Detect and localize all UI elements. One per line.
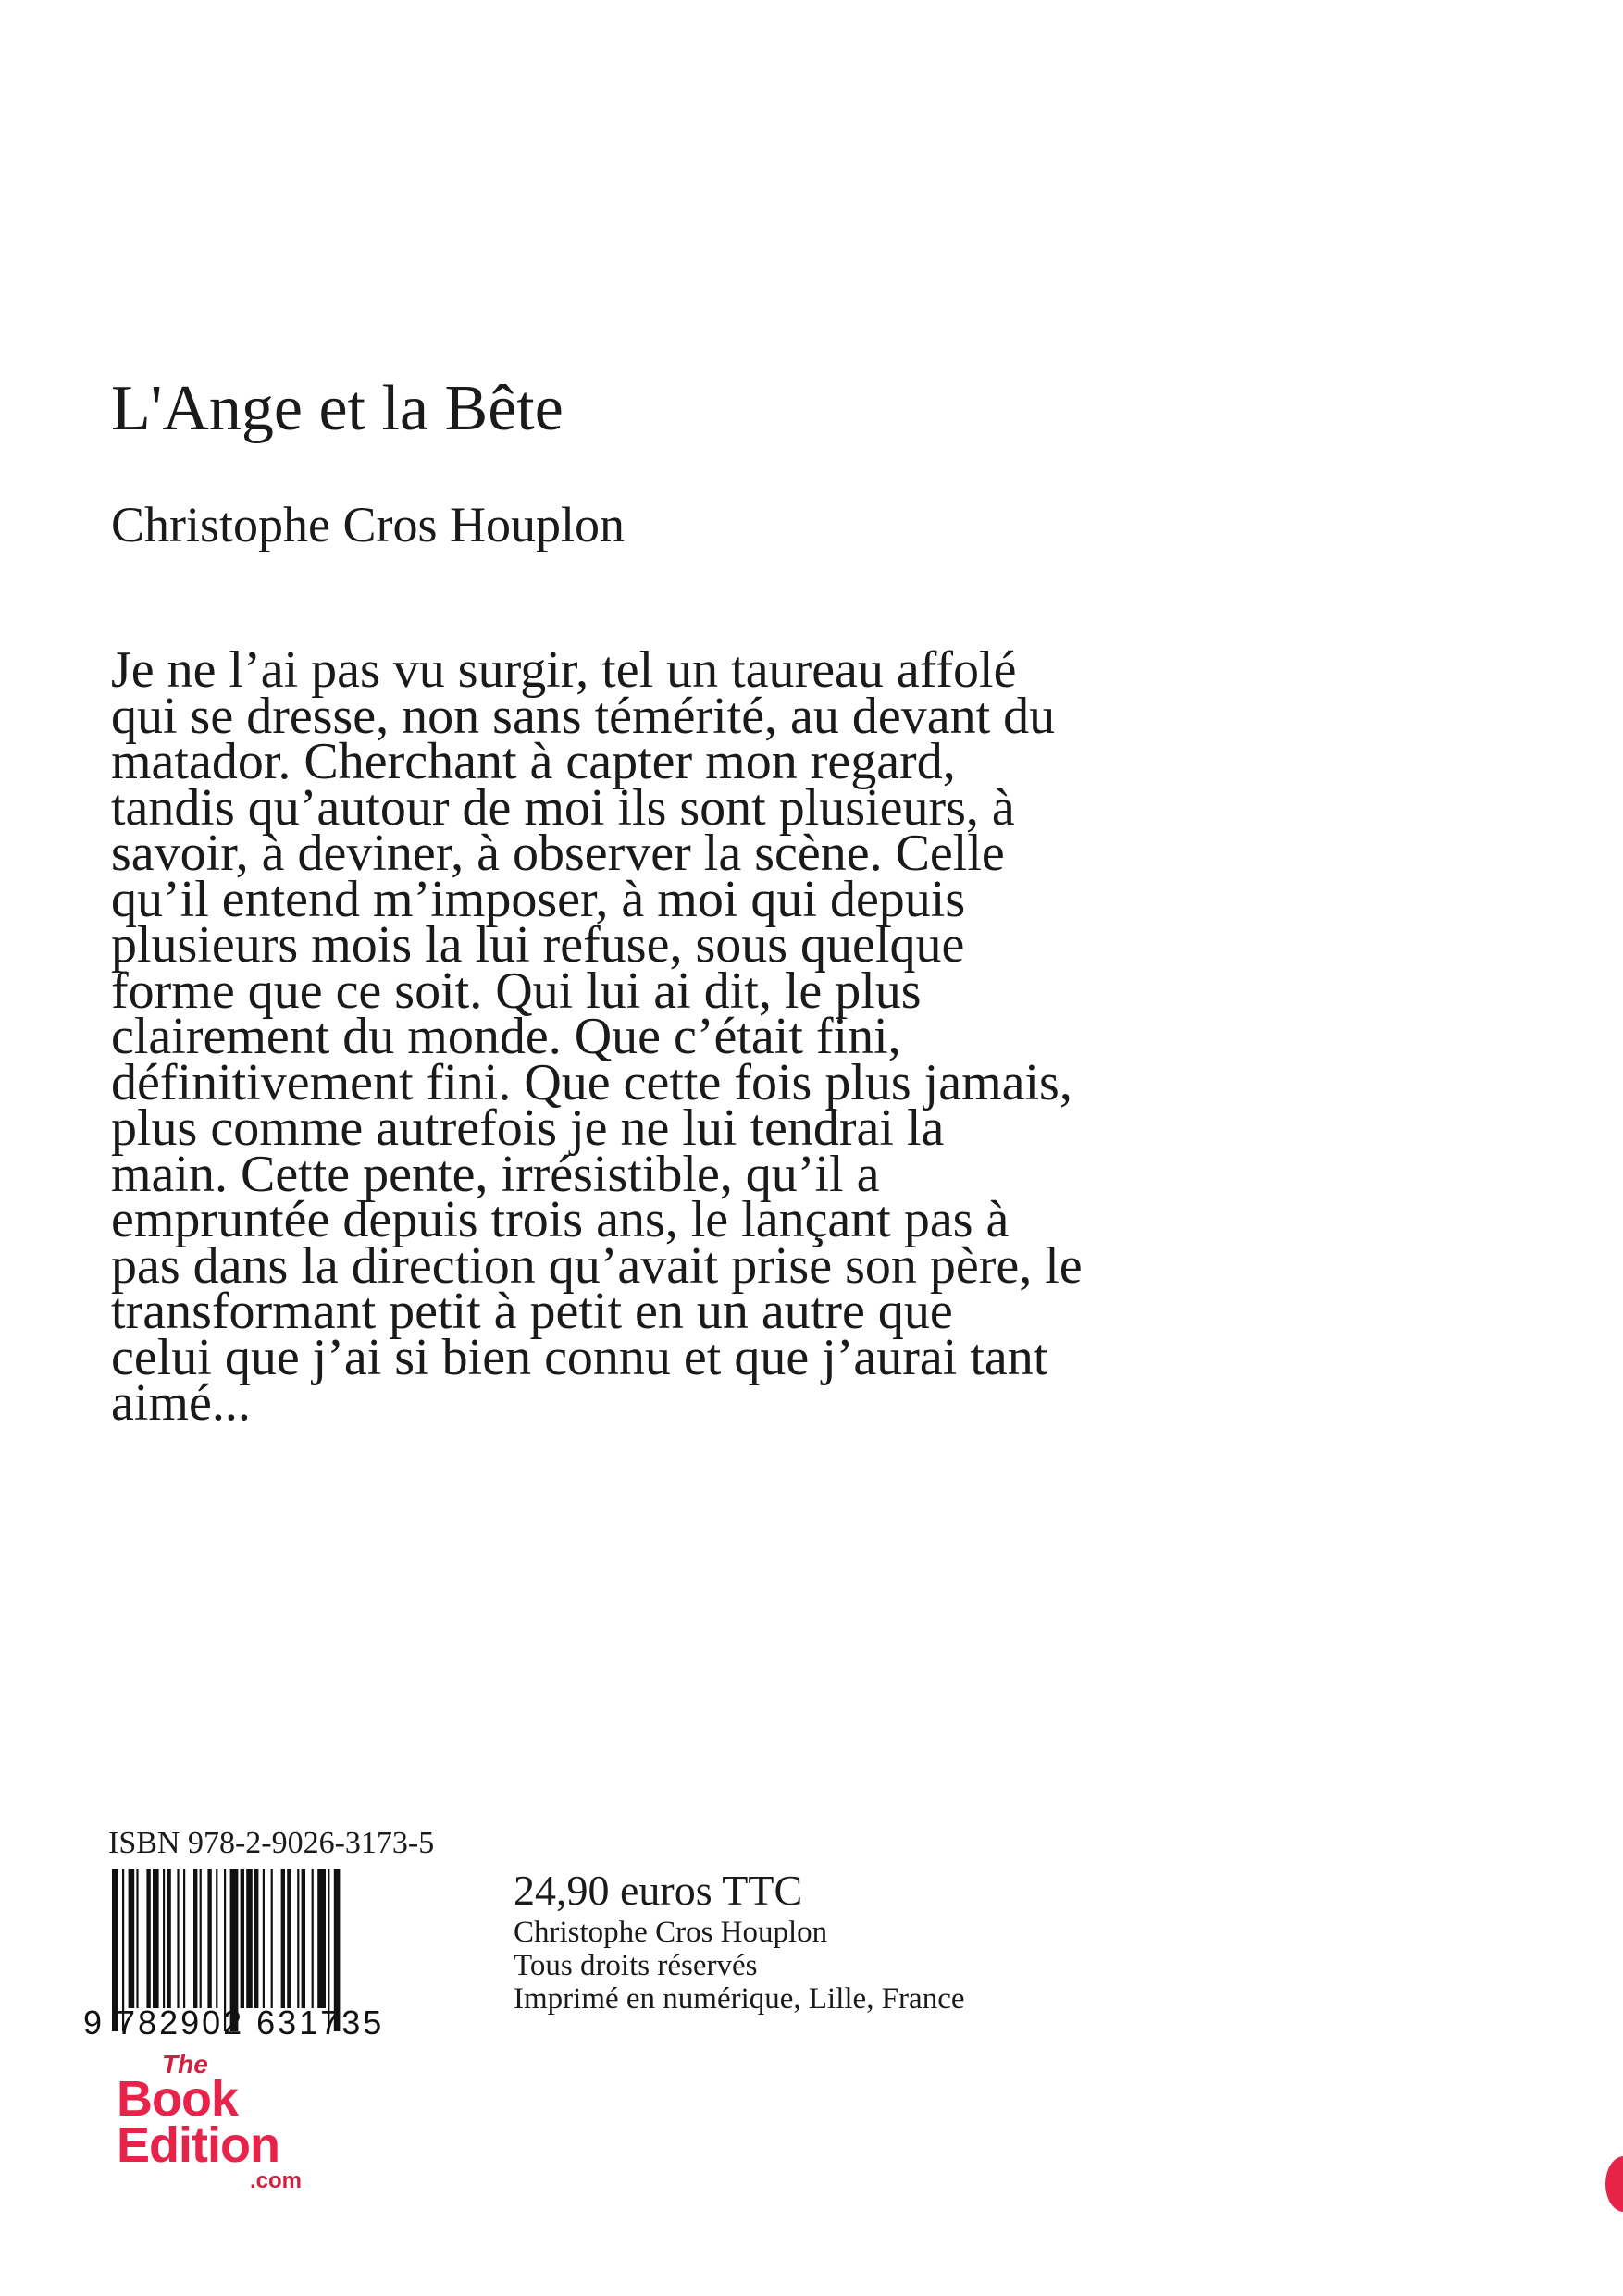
blurb-line: plus comme autrefois je ne lui tendrai la	[111, 1099, 945, 1157]
blurb-line: forme que ce soit. Qui lui ai dit, le plus	[111, 962, 922, 1020]
logo-book: Book	[117, 2071, 238, 2127]
blurb-line: Je ne l’ai pas vu surgir, tel un taureau affolé	[111, 641, 1017, 699]
blurb-line: pas dans la direction qu’avait prise son père, le	[111, 1236, 1083, 1295]
barcode-bar	[287, 1869, 291, 2008]
blurb-line: matador. Cherchant à capter mon regard,	[111, 733, 956, 790]
barcode-bar	[302, 1869, 305, 2008]
book-author: Christophe Cros Houplon	[111, 497, 626, 552]
back-cover-blurb	[111, 641, 1221, 1432]
blurb-line: savoir, à deviner, à observer la scène. Celle	[111, 825, 1005, 882]
print-location: Imprimé en numérique, Lille, France	[514, 1982, 965, 2017]
barcode-bar	[129, 1869, 135, 2008]
blurb-line: transformant petit à petit en un autre que	[111, 1283, 953, 1340]
barcode-bar	[312, 1869, 314, 2008]
blurb-line: plusieurs mois la lui refuse, sous quelque	[111, 916, 965, 974]
barcode-bar	[297, 1869, 299, 2008]
barcode-bar	[246, 1869, 253, 2008]
blurb-line: empruntée depuis trois ans, le lançant pas à	[111, 1191, 1010, 1248]
blurb-line: main. Cette pente, irrésistible, qu’il a	[111, 1145, 880, 1203]
barcode-bar	[317, 1869, 326, 2008]
logo-edition: Edition	[117, 2117, 279, 2173]
blurb-line: tandis qu’autour de moi ils sont plusieurs, à	[111, 778, 1015, 837]
barcode-bar	[271, 1869, 273, 2008]
blurb-line: clairement du monde. Que c’était fini,	[111, 1008, 901, 1065]
isbn-label: ISBN 978-2-9026-3173-5	[108, 1826, 435, 1860]
barcode-bar	[136, 1869, 138, 2008]
price: 24,90 euros TTC	[514, 1867, 803, 1914]
logo-com: .com	[250, 2168, 303, 2193]
barcode-bar	[241, 1869, 244, 2008]
book-title: L'Ange et la Bête	[111, 373, 564, 444]
barcode-bar	[153, 1869, 159, 2008]
edge-mark	[1605, 2156, 1623, 2212]
barcode-bar	[207, 1869, 211, 2008]
publisher-name: Christophe Cros Houplon	[514, 1916, 828, 1950]
barcode-bar	[254, 1869, 258, 2008]
blurb-line: qui se dresse, non sans témérité, au devant du	[111, 687, 1056, 745]
rights-notice: Tous droits réservés	[514, 1949, 758, 1983]
thebookedition-logo	[109, 2050, 331, 2193]
barcode-bar	[200, 1869, 202, 2008]
blurb-line: celui que j’ai si bien connu et que j’aurai tant	[111, 1328, 1048, 1386]
barcode-bar	[167, 1869, 170, 2008]
barcode-bar	[146, 1869, 150, 2008]
barcode-bar	[163, 1869, 165, 2008]
blurb-line: aimé...	[111, 1374, 251, 1432]
barcode-bar	[183, 1869, 185, 2008]
blurb-line: qu’il entend m’imposer, à moi qui depuis	[111, 870, 966, 928]
barcode-digits: 9 782902 631735	[83, 2004, 385, 2042]
barcode-bar	[177, 1869, 179, 2008]
barcode-bar	[263, 1869, 265, 2008]
barcode-bar	[193, 1869, 197, 2008]
barcode-bar	[216, 1869, 217, 2008]
price-block	[514, 1865, 965, 2016]
logo-the: The	[162, 2050, 208, 2079]
barcode-bar	[281, 1869, 285, 2008]
blurb-line: définitivement fini. Que cette fois plus jamais,	[111, 1053, 1072, 1111]
